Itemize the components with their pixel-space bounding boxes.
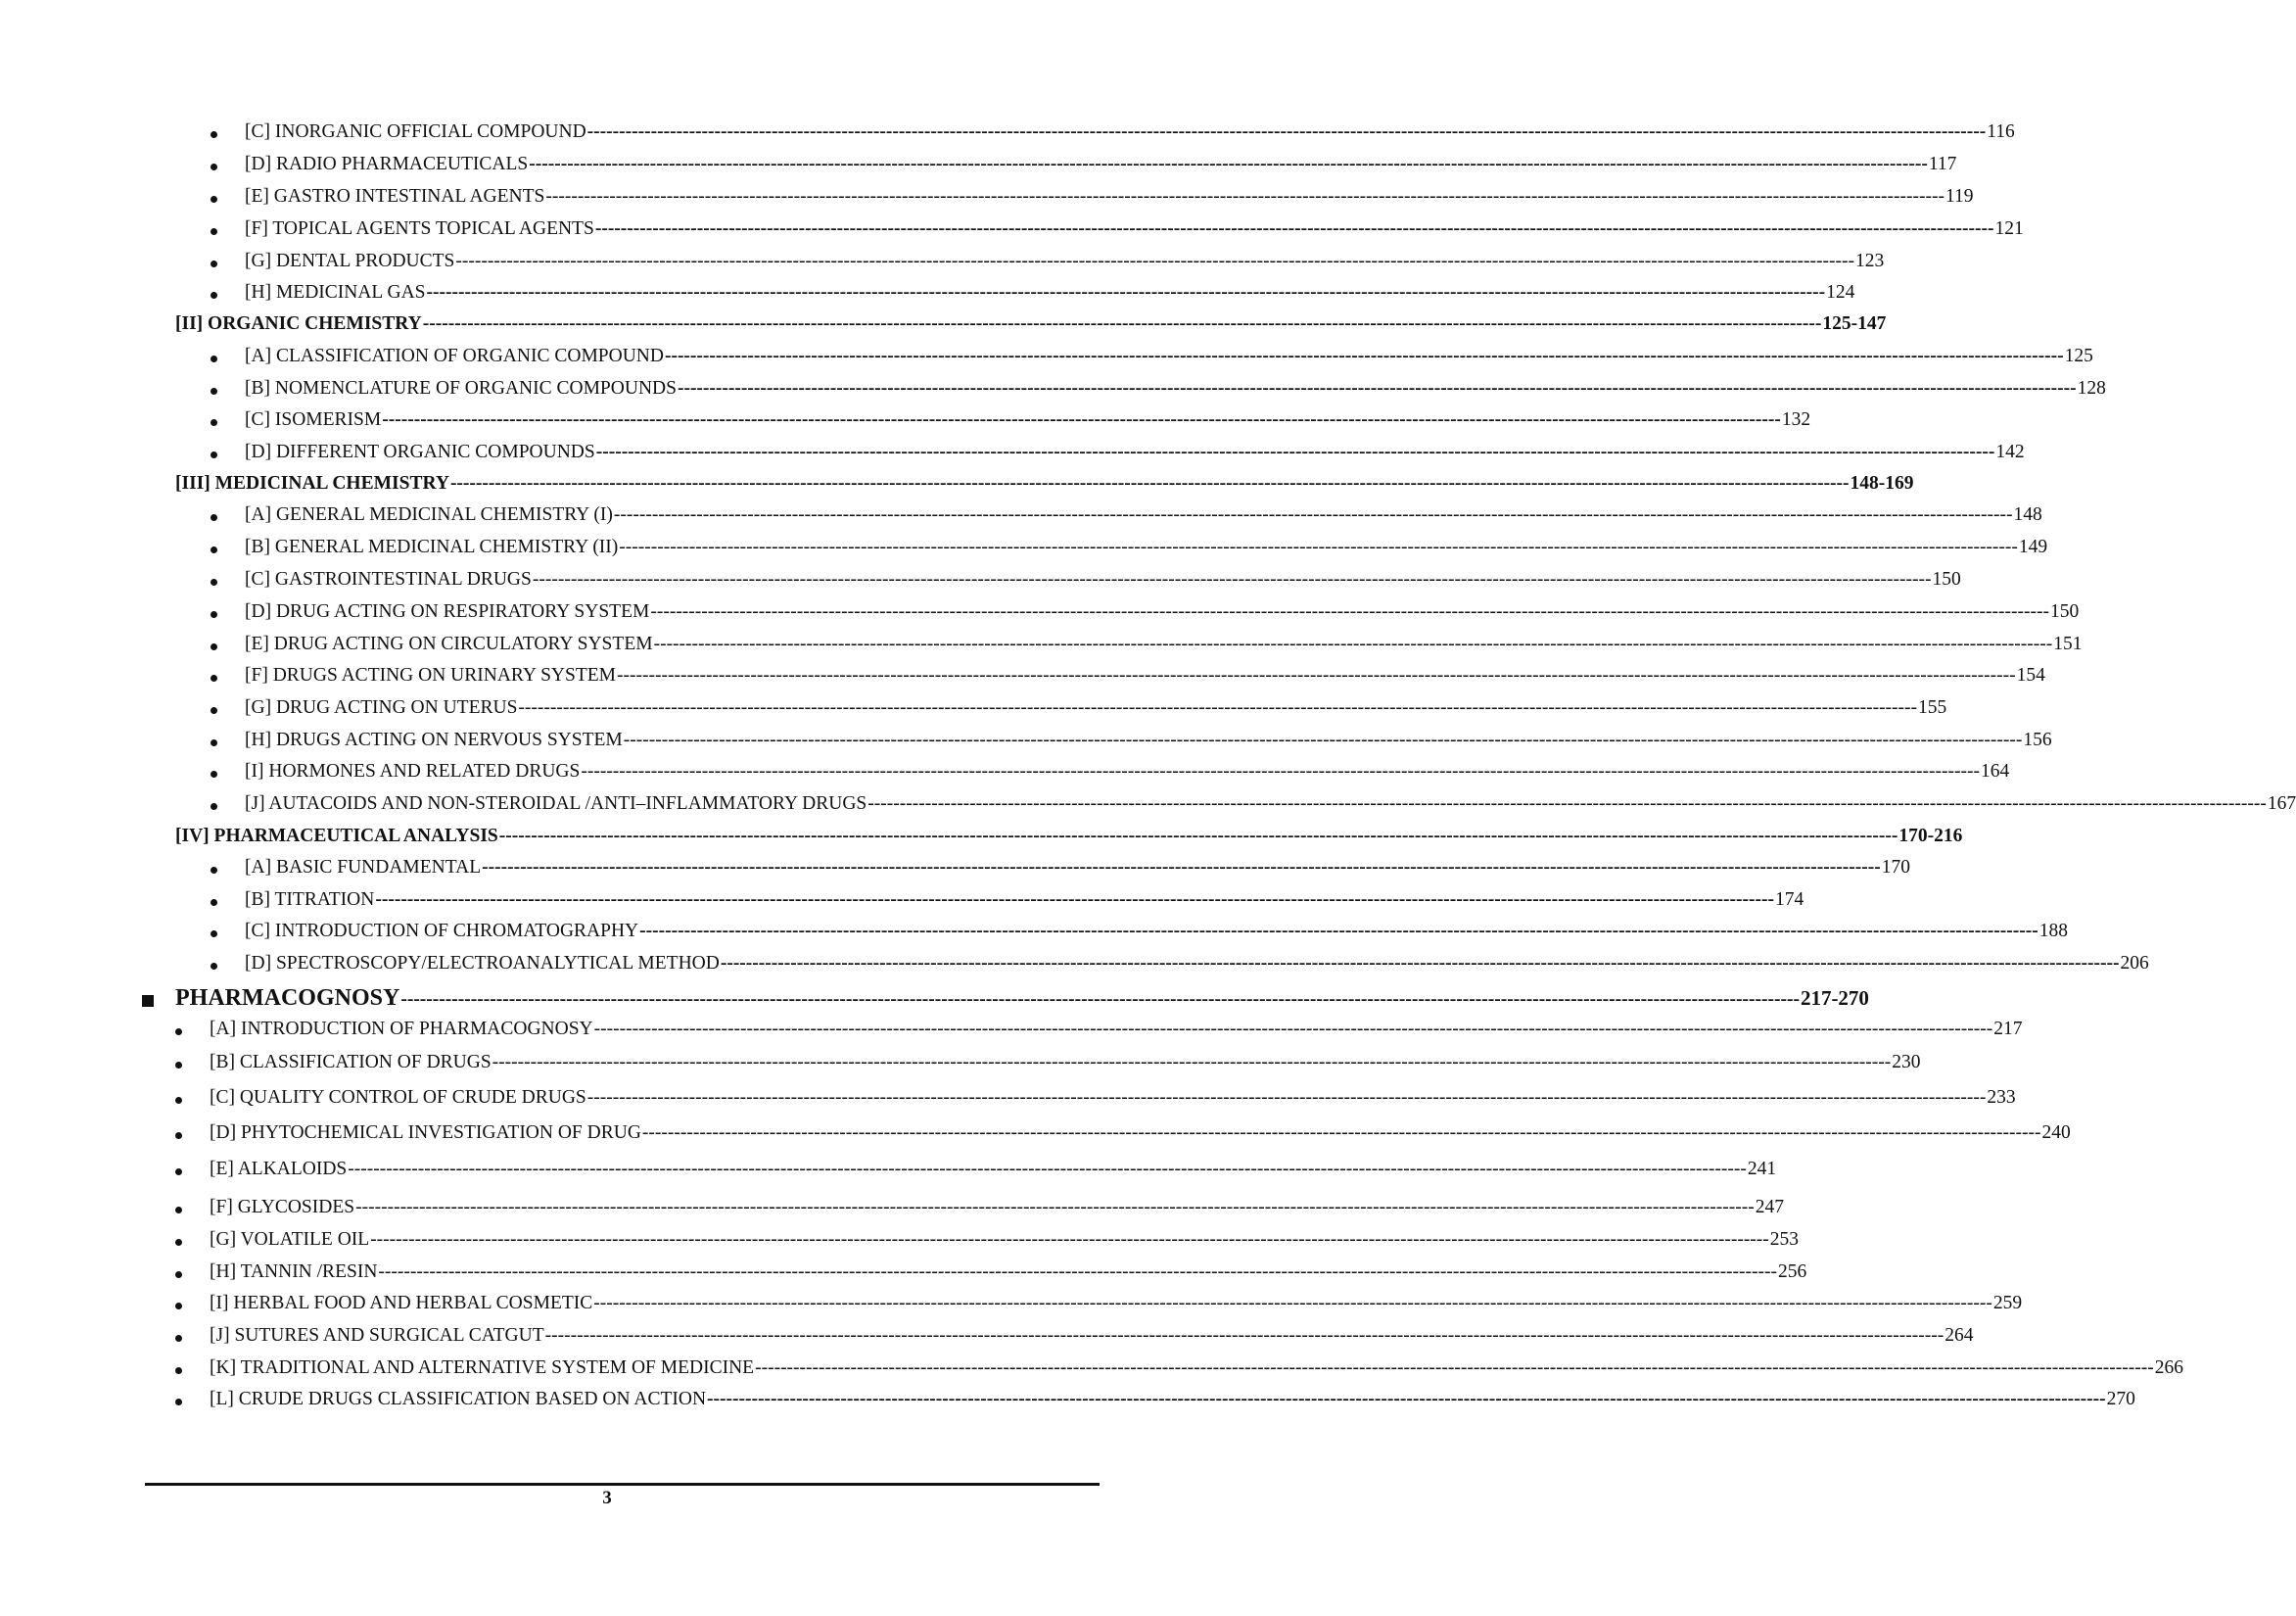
dot-leader: ----------------------------------------------------------------------------------------------------------------------------------------------------------------------------------------------------------------------------: [594, 218, 1994, 239]
toc-entry[interactable]: [245, 953, 2149, 974]
toc-title: [J] SUTURES AND SURGICAL CATGUT: [210, 1325, 544, 1346]
toc-title: [A] BASIC FUNDAMENTAL: [245, 857, 482, 878]
toc-page: 132: [1781, 409, 1811, 430]
bullet-icon: [175, 1132, 182, 1139]
toc-entry[interactable]: [245, 761, 2010, 783]
toc-title: [I] HERBAL FOOD AND HERBAL COSMETIC: [210, 1293, 593, 1313]
toc-entry[interactable]: [245, 793, 2296, 815]
toc-title: [B] CLASSIFICATION OF DRUGS: [210, 1052, 492, 1072]
toc-title: [A] GENERAL MEDICINAL CHEMISTRY (I): [245, 504, 613, 525]
toc-page: 125-147: [1822, 313, 1887, 334]
bullet-icon: [211, 228, 217, 235]
dot-leader: ----------------------------------------------------------------------------------------------------------------------------------------------------------------------------------------------------------------------------: [586, 121, 1987, 142]
bullet-icon: [211, 963, 217, 970]
toc-page: 167: [2267, 793, 2296, 814]
bullet-icon: [211, 643, 217, 650]
toc-page: 259: [1992, 1293, 2023, 1313]
bullet-icon: [175, 1367, 182, 1374]
bullet-icon: [175, 1062, 182, 1069]
toc-page: 170-216: [1898, 826, 1963, 846]
bullet-icon: [175, 1271, 182, 1278]
toc-entry[interactable]: [245, 442, 2025, 463]
toc-page: 148-169: [1850, 473, 1914, 494]
dot-leader: ----------------------------------------------------------------------------------------------------------------------------------------------------------------------------------------------------------------------------: [378, 1261, 1778, 1282]
toc-entry[interactable]: [245, 889, 1804, 911]
toc-entry[interactable]: [245, 665, 2045, 687]
bullet-icon: [211, 771, 217, 778]
toc-title: [F] DRUGS ACTING ON URINARY SYSTEM: [245, 665, 617, 686]
toc-page: 253: [1769, 1229, 1800, 1250]
bullet-icon: [211, 131, 217, 138]
dot-leader: ----------------------------------------------------------------------------------------------------------------------------------------------------------------------------------------------------------------------------: [544, 1325, 1945, 1346]
bullet-icon: [175, 1335, 182, 1342]
bullet-icon: [175, 1097, 182, 1104]
dot-leader: ----------------------------------------------------------------------------------------------------------------------------------------------------------------------------------------------------------------------------: [613, 504, 2013, 525]
bullet-icon: [211, 514, 217, 521]
toc-page: 240: [2041, 1122, 2071, 1143]
dot-leader: ----------------------------------------------------------------------------------------------------------------------------------------------------------------------------------------------------------------------------: [619, 537, 2018, 557]
dot-leader: ----------------------------------------------------------------------------------------------------------------------------------------------------------------------------------------------------------------------------: [664, 346, 2064, 366]
toc-page: 206: [2120, 953, 2149, 974]
toc-title: [G] DRUG ACTING ON UTERUS: [245, 697, 518, 718]
footer-rule: [145, 1483, 1100, 1486]
dot-leader: ----------------------------------------------------------------------------------------------------------------------------------------------------------------------------------------------------------------------------: [623, 730, 2023, 750]
toc-title: [F] GLYCOSIDES: [210, 1197, 355, 1217]
toc-section[interactable]: [175, 826, 1963, 847]
toc-entry[interactable]: [210, 1052, 1921, 1073]
dot-leader: ----------------------------------------------------------------------------------------------------------------------------------------------------------------------------------------------------------------------------: [650, 601, 2049, 622]
toc-page: 121: [1994, 218, 2024, 239]
dot-leader: ----------------------------------------------------------------------------------------------------------------------------------------------------------------------------------------------------------------------------: [867, 793, 2267, 814]
bullet-icon: [175, 1168, 182, 1175]
toc-entry[interactable]: [245, 537, 2048, 558]
toc-title: [I] HORMONES AND RELATED DRUGS: [245, 761, 581, 782]
dot-leader: ----------------------------------------------------------------------------------------------------------------------------------------------------------------------------------------------------------------------------: [581, 761, 1980, 782]
toc-entry[interactable]: [210, 1159, 1777, 1180]
toc-page: 230: [1892, 1052, 1921, 1072]
bullet-icon: [211, 547, 217, 553]
toc-entry[interactable]: [245, 186, 1974, 208]
bullet-icon: [211, 707, 217, 714]
toc-title: [E] GASTRO INTESTINAL AGENTS: [245, 186, 545, 207]
bullet-icon: [211, 611, 217, 618]
bullet-icon: [211, 739, 217, 746]
toc-title: [C] INORGANIC OFFICIAL COMPOUND: [245, 121, 586, 142]
toc-title: [D] DIFFERENT ORGANIC COMPOUNDS: [245, 442, 595, 462]
toc-entry[interactable]: [245, 921, 2068, 942]
dot-leader: ----------------------------------------------------------------------------------------------------------------------------------------------------------------------------------------------------------------------------: [382, 409, 1781, 430]
toc-entry[interactable]: [245, 378, 2106, 400]
toc-title: [H] TANNIN /RESIN: [210, 1261, 378, 1282]
dot-leader: ----------------------------------------------------------------------------------------------------------------------------------------------------------------------------------------------------------------------------: [595, 442, 1995, 462]
toc-page: 164: [1980, 761, 2010, 782]
bullet-icon: [211, 388, 217, 395]
toc-title: [A] INTRODUCTION OF PHARMACOGNOSY: [210, 1019, 593, 1039]
toc-title: [A] CLASSIFICATION OF ORGANIC COMPOUND: [245, 346, 664, 366]
toc-page: 233: [1987, 1087, 2016, 1108]
bullet-icon: [211, 803, 217, 810]
bullet-icon: [211, 196, 217, 203]
toc-entry[interactable]: [210, 1122, 2071, 1144]
toc-page: 117: [1928, 154, 1957, 174]
toc-entry[interactable]: [210, 1229, 1800, 1251]
toc-page: 150: [2049, 601, 2080, 622]
toc-page: 155: [1918, 697, 1947, 718]
bullet-icon: [211, 899, 217, 906]
toc-title: [D] PHYTOCHEMICAL INVESTIGATION OF DRUG: [210, 1122, 641, 1143]
dot-leader: ----------------------------------------------------------------------------------------------------------------------------------------------------------------------------------------------------------------------------: [641, 1122, 2041, 1143]
toc-title: [C] QUALITY CONTROL OF CRUDE DRUGS: [210, 1087, 586, 1108]
toc-title: [G] VOLATILE OIL: [210, 1229, 370, 1250]
dot-leader: ----------------------------------------------------------------------------------------------------------------------------------------------------------------------------------------------------------------------------: [755, 1357, 2154, 1378]
bullet-icon: [175, 1239, 182, 1246]
toc-page: 142: [1995, 442, 2025, 462]
toc-title: [II] ORGANIC CHEMISTRY: [175, 313, 422, 334]
toc-title: [L] CRUDE DRUGS CLASSIFICATION BASED ON ACTION: [210, 1389, 707, 1409]
toc-title: [E] DRUG ACTING ON CIRCULATORY SYSTEM: [245, 634, 653, 654]
toc-title: [III] MEDICINAL CHEMISTRY: [175, 473, 449, 494]
toc-entry[interactable]: [210, 1087, 2016, 1109]
bullet-icon: [175, 1028, 182, 1035]
toc-page: 174: [1774, 889, 1804, 910]
toc-entry[interactable]: [245, 346, 2093, 367]
toc-entry[interactable]: [210, 1293, 2023, 1314]
toc-entry[interactable]: [210, 1357, 2183, 1379]
toc-entry[interactable]: [210, 1019, 2023, 1040]
toc-title: [G] DENTAL PRODUCTS: [245, 251, 455, 271]
toc-page: 123: [1855, 251, 1885, 271]
toc-page: 124: [1826, 282, 1855, 303]
dot-leader: ----------------------------------------------------------------------------------------------------------------------------------------------------------------------------------------------------------------------------: [400, 989, 1800, 1010]
toc-title: [D] SPECTROSCOPY/ELECTROANALYTICAL METHOD: [245, 953, 720, 974]
dot-leader: ----------------------------------------------------------------------------------------------------------------------------------------------------------------------------------------------------------------------------: [586, 1087, 1987, 1108]
toc-title: [D] RADIO PHARMACEUTICALS: [245, 154, 529, 174]
toc-section[interactable]: [175, 313, 1887, 335]
dot-leader: ----------------------------------------------------------------------------------------------------------------------------------------------------------------------------------------------------------------------------: [639, 921, 2038, 941]
bullet-icon: [211, 261, 217, 267]
bullet-icon: [175, 1207, 182, 1213]
square-bullet-icon: [142, 995, 154, 1007]
dot-leader: ----------------------------------------------------------------------------------------------------------------------------------------------------------------------------------------------------------------------------: [355, 1197, 1755, 1217]
toc-title: [B] NOMENCLATURE OF ORGANIC COMPOUNDS: [245, 378, 677, 399]
toc-entry[interactable]: [210, 1197, 1784, 1218]
toc-page: 217: [1993, 1019, 2023, 1039]
toc-title: [E] ALKALOIDS: [210, 1159, 348, 1179]
toc-page: 156: [2023, 730, 2052, 750]
toc-title: [IV] PHARMACEUTICAL ANALYSIS: [175, 826, 498, 846]
toc-entry[interactable]: [245, 601, 2080, 623]
dot-leader: ----------------------------------------------------------------------------------------------------------------------------------------------------------------------------------------------------------------------------: [593, 1293, 1992, 1313]
toc-page: 170: [1881, 857, 1910, 878]
toc-page: 125: [2064, 346, 2093, 366]
toc-title: [H] DRUGS ACTING ON NERVOUS SYSTEM: [245, 730, 623, 750]
bullet-icon: [211, 452, 217, 458]
toc-page: 188: [2038, 921, 2068, 941]
toc-page: 150: [1932, 569, 1961, 590]
toc-page: 149: [2018, 537, 2048, 557]
toc-entry[interactable]: [245, 251, 1885, 272]
toc-page: 119: [1945, 186, 1974, 207]
dot-leader: ----------------------------------------------------------------------------------------------------------------------------------------------------------------------------------------------------------------------------: [449, 473, 1850, 494]
bullet-icon: [175, 1399, 182, 1405]
bullet-icon: [211, 867, 217, 874]
toc-title: [B] TITRATION: [245, 889, 375, 910]
dot-leader: ----------------------------------------------------------------------------------------------------------------------------------------------------------------------------------------------------------------------------: [482, 857, 1881, 878]
toc-title: [B] GENERAL MEDICINAL CHEMISTRY (II): [245, 537, 619, 557]
toc-entry[interactable]: [245, 409, 1811, 431]
toc-entry[interactable]: [245, 154, 1957, 175]
dot-leader: ----------------------------------------------------------------------------------------------------------------------------------------------------------------------------------------------------------------------------: [370, 1229, 1769, 1250]
toc-page: 264: [1945, 1325, 1974, 1346]
toc-title: [K] TRADITIONAL AND ALTERNATIVE SYSTEM OF MEDICINE: [210, 1357, 755, 1378]
bullet-icon: [211, 292, 217, 299]
toc-entry[interactable]: [245, 634, 2083, 655]
bullet-icon: [175, 1303, 182, 1309]
dot-leader: ----------------------------------------------------------------------------------------------------------------------------------------------------------------------------------------------------------------------------: [518, 697, 1918, 718]
toc-page: 247: [1755, 1197, 1784, 1217]
toc-entry[interactable]: [245, 282, 1855, 304]
toc-title: [C] GASTROINTESTINAL DRUGS: [245, 569, 532, 590]
dot-leader: ----------------------------------------------------------------------------------------------------------------------------------------------------------------------------------------------------------------------------: [532, 569, 1932, 590]
toc-entry[interactable]: [245, 121, 2015, 143]
toc-entry[interactable]: [245, 857, 1910, 879]
toc-page: 128: [2077, 378, 2106, 399]
dot-leader: ----------------------------------------------------------------------------------------------------------------------------------------------------------------------------------------------------------------------------: [593, 1019, 1993, 1039]
bullet-icon: [211, 356, 217, 362]
dot-leader: ----------------------------------------------------------------------------------------------------------------------------------------------------------------------------------------------------------------------------: [422, 313, 1822, 334]
toc-entry[interactable]: [245, 504, 2042, 526]
toc-section[interactable]: [175, 473, 1914, 495]
bullet-icon: [211, 164, 217, 170]
toc-title: [D] DRUG ACTING ON RESPIRATORY SYSTEM: [245, 601, 650, 622]
dot-leader: ----------------------------------------------------------------------------------------------------------------------------------------------------------------------------------------------------------------------------: [348, 1159, 1747, 1179]
toc-entry[interactable]: [245, 730, 2052, 751]
toc-entry[interactable]: [210, 1325, 1974, 1347]
toc-page: 270: [2106, 1389, 2135, 1409]
toc-entry[interactable]: [210, 1261, 1807, 1283]
toc-page: 217-270: [1800, 986, 1869, 1010]
toc-page: 241: [1747, 1159, 1777, 1179]
dot-leader: ----------------------------------------------------------------------------------------------------------------------------------------------------------------------------------------------------------------------------: [529, 154, 1928, 174]
toc-title: [H] MEDICINAL GAS: [245, 282, 426, 303]
dot-leader: ----------------------------------------------------------------------------------------------------------------------------------------------------------------------------------------------------------------------------: [653, 634, 2053, 654]
toc-entry[interactable]: [210, 1389, 2135, 1410]
dot-leader: ----------------------------------------------------------------------------------------------------------------------------------------------------------------------------------------------------------------------------: [545, 186, 1945, 207]
dot-leader: ----------------------------------------------------------------------------------------------------------------------------------------------------------------------------------------------------------------------------: [455, 251, 1854, 271]
toc-title: [J] AUTACOIDS AND NON-STEROIDAL /ANTI–INFLAMMATORY DRUGS: [245, 793, 867, 814]
toc-title: [C] ISOMERISM: [245, 409, 382, 430]
bullet-icon: [211, 675, 217, 682]
toc-page: 151: [2053, 634, 2083, 654]
toc-entry[interactable]: [245, 569, 1961, 591]
toc-entry[interactable]: [245, 697, 1947, 719]
toc-title: [F] TOPICAL AGENTS TOPICAL AGENTS: [245, 218, 594, 239]
toc-page: 154: [2016, 665, 2045, 686]
bullet-icon: [211, 930, 217, 937]
toc-title: PHARMACOGNOSY: [175, 985, 400, 1011]
toc-page: 116: [1987, 121, 2015, 142]
page-number: 3: [602, 1488, 612, 1508]
dot-leader: ----------------------------------------------------------------------------------------------------------------------------------------------------------------------------------------------------------------------------: [426, 282, 1826, 303]
dot-leader: ----------------------------------------------------------------------------------------------------------------------------------------------------------------------------------------------------------------------------: [677, 378, 2077, 399]
bullet-icon: [211, 419, 217, 426]
toc-entry[interactable]: [245, 218, 2024, 240]
toc-page: 256: [1778, 1261, 1807, 1282]
dot-leader: ----------------------------------------------------------------------------------------------------------------------------------------------------------------------------------------------------------------------------: [707, 1389, 2106, 1409]
toc-page: 266: [2154, 1357, 2183, 1378]
toc-chapter[interactable]: [175, 985, 1869, 1012]
toc-page: 148: [2013, 504, 2042, 525]
dot-leader: ----------------------------------------------------------------------------------------------------------------------------------------------------------------------------------------------------------------------------: [720, 953, 2120, 974]
dot-leader: ----------------------------------------------------------------------------------------------------------------------------------------------------------------------------------------------------------------------------: [492, 1052, 1892, 1072]
dot-leader: ----------------------------------------------------------------------------------------------------------------------------------------------------------------------------------------------------------------------------: [617, 665, 2016, 686]
dot-leader: ----------------------------------------------------------------------------------------------------------------------------------------------------------------------------------------------------------------------------: [498, 826, 1898, 846]
toc-title: [C] INTRODUCTION OF CHROMATOGRAPHY: [245, 921, 639, 941]
dot-leader: ----------------------------------------------------------------------------------------------------------------------------------------------------------------------------------------------------------------------------: [375, 889, 1774, 910]
bullet-icon: [211, 579, 217, 586]
